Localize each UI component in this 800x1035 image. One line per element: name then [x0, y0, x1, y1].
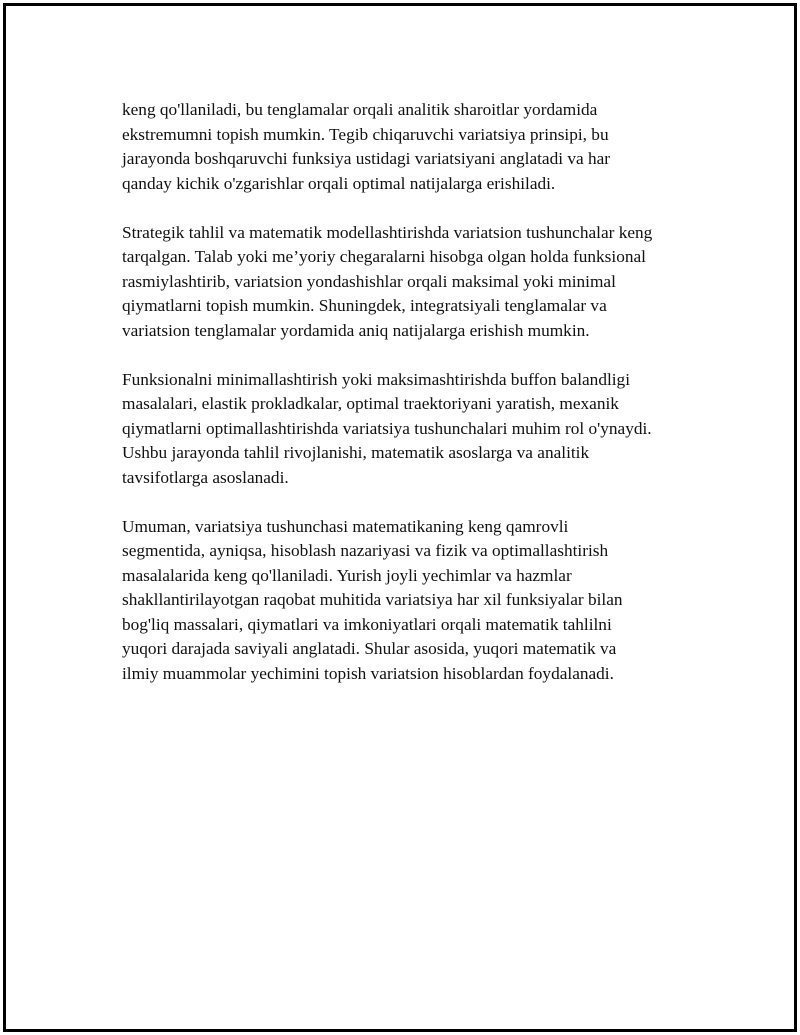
text-line: masalalari, elastik prokladkalar, optimal traektoriyani yaratish, mexanik: [122, 394, 619, 413]
text-line: Funksionalni minimallashtirish yoki maksimashtirishda buffon balandligi: [122, 369, 630, 389]
text-line: qiymatlarni topish mumkin. Shuningdek, integratsiyali tenglamalar va: [122, 296, 607, 315]
text-line: ekstremumni topish mumkin. Tegib chiqaruvchi variatsiya prinsipi, bu: [122, 124, 609, 144]
paragraph-2: [122, 221, 702, 344]
paragraph-3: [122, 368, 702, 491]
text-line: keng qo'llaniladi, bu tenglamalar orqali analitik sharoitlar yordamida: [122, 100, 598, 119]
text-line: bog'liq massalari, qiymatlari va imkoniyatlari orqali matematik tahlilni: [122, 614, 612, 634]
paragraph-4: [122, 515, 702, 687]
text-line: yuqori darajada saviyali anglatadi. Shular asosida, yuqori matematik va: [122, 639, 617, 658]
text-line: tavsifotlarga asoslanadi.: [122, 467, 289, 487]
text-line: rasmiylashtirib, variatsion yondashishlar orqali maksimal yoki minimal: [122, 271, 616, 291]
text-line: masalalarida keng qo'llaniladi. Yurish joyli yechimlar va hazmlar: [122, 565, 572, 585]
text-line: variatsion tenglamalar yordamida aniq natijalarga erishish mumkin.: [122, 320, 590, 340]
text-line: Strategik tahlil va matematik modellashtirishda variatsion tushunchalar keng: [122, 222, 653, 242]
text-line: qiymatlarni optimallashtirishda variatsiya tushunchalari muhim rol o'ynaydi.: [122, 418, 652, 438]
text-line: jarayonda boshqaruvchi funksiya ustidagi variatsiyani anglatadi va har: [122, 149, 611, 168]
paragraph-1: [122, 98, 702, 196]
text-line: segmentida, ayniqsa, hisoblash nazariyasi va fizik va optimallashtirish: [122, 541, 609, 560]
text-line: tarqalgan. Talab yoki me’yoriy chegaralarni hisobga olgan holda funksional: [122, 247, 646, 266]
text-line: ilmiy muammolar yechimini topish variatsion hisoblardan foydalanadi.: [122, 663, 614, 683]
text-line: shakllantirilayotgan raqobat muhitida variatsiya har xil funksiyalar bilan: [122, 590, 623, 609]
page-frame: [3, 3, 797, 1032]
text-line: Ushbu jarayonda tahlil rivojlanishi, matematik asoslarga va analitik: [122, 443, 590, 462]
document-body: [122, 98, 702, 711]
text-line: qanday kichik o'zgarishlar orqali optimal natijalarga erishiladi.: [122, 173, 556, 193]
text-line: Umuman, variatsiya tushunchasi matematikaning keng qamrovli: [122, 516, 569, 536]
